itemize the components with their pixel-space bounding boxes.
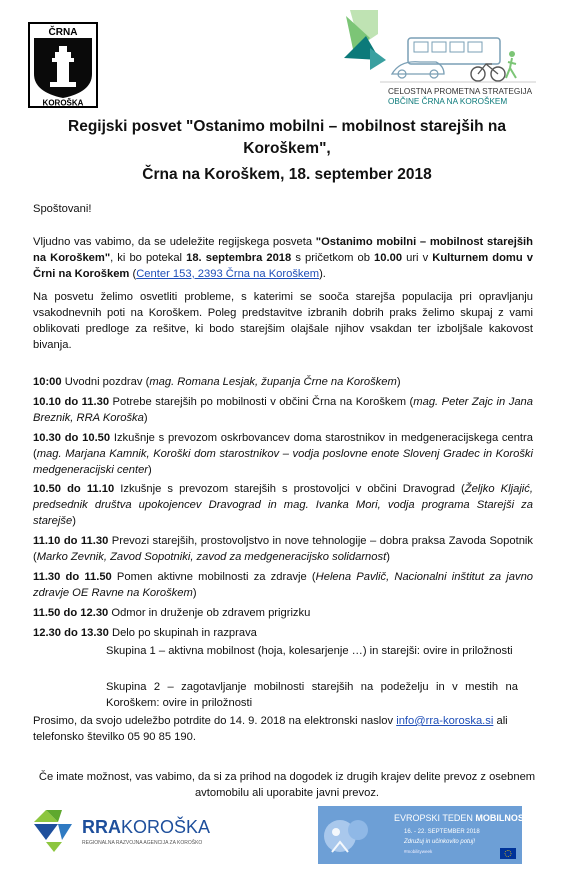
program-topic: Izkušnje s prevozom starejših s prostovoljci v občini Dravograd ( xyxy=(114,483,465,496)
mobility-week-logo xyxy=(318,806,532,864)
closing-note: Če imate možnost, vas vabimo, da si za prihod na dogodek iz drugih krajev delite prevoz z osebnem avtomobilu ali uporabite javni prevoz. xyxy=(38,771,536,799)
program-speaker: mag. Romana Lesjak, županja Črne na Koroškem xyxy=(149,376,397,388)
program-topic: Odmor in druženje ob zdravem prigrizku xyxy=(108,606,311,619)
title-line-2: Koroškem", xyxy=(243,140,331,158)
program-speaker: Marko Zevnik, Zavod Sopotniki, zavod za medgeneracijsko solidarnost xyxy=(36,551,387,564)
program-time: 11.30 do 11.50 xyxy=(33,570,112,583)
workgroup-1: Skupina 1 – aktivna mobilnost (hoja, kolesarjenje …) in starejši: ovire in priložnosti xyxy=(106,645,513,657)
program-topic: Uvodni pozdrav ( xyxy=(61,376,150,388)
rra-koroska-logo xyxy=(32,806,232,856)
program-speaker: Željko Kljajić, predsednik društva upokojencev Dravograd in mag. Ivanka Mori, vodja programa Starejši za starejše xyxy=(33,483,533,528)
traffic-strategy-logo xyxy=(340,8,540,108)
program-item: 11.30 do 11.50 Pomen aktivne mobilnosti za zdravje (Helena Pavlič, Nacionalni inštitut za javno zdravje OE Ravne na Koroškem) xyxy=(33,570,534,599)
program-topic: Potrebe starejših po mobilnosti v občini Črna na Koroškem ( xyxy=(109,395,414,408)
program-topic: Prevozi starejših, prostovoljstvo in nove tehnologije – dobra praksa Zavoda Sopotnik ( xyxy=(33,535,533,564)
etm-title-1: EVROPSKI TEDEN xyxy=(394,813,476,823)
etm-slogan: Združuj in učinkovito potuj! xyxy=(404,839,476,845)
title-line-1: Regijski posvet "Ostanimo mobilni – mobilnost starejših na xyxy=(68,118,506,135)
program-item xyxy=(33,626,533,642)
crna-na-koroskem-logo xyxy=(28,22,98,108)
program-list xyxy=(33,375,533,646)
program-time: 10.30 do 10.50 xyxy=(33,431,111,444)
document-title xyxy=(40,116,534,161)
crna-logo-bottom-text: KOROŠKA xyxy=(42,98,84,108)
program-speaker: mag. Peter Zajc in Jana Breznik, RRA Koroška xyxy=(33,395,533,424)
intro-paragraph: Na posvetu želimo osvetliti probleme, s katerimi se sooča starejša populacija pri opravljanju vsakodnevnih poti na Koroškem. Poleg predstavitve izbranih dobrih praks želimo skupaj z vami oblikovati predloge za rešitve, ki bodo starejšim olajšale njihov vsakdan ter izboljšale kakovost bivanja. xyxy=(33,291,533,351)
program-item: 10.10 do 11.30 Potrebe starejših po mobilnosti v občini Črna na Koroškem (mag. Peter Zajc in Jana Breznik, RRA Koroška) xyxy=(33,395,533,424)
program-topic: Izkušnje s prevozom oskrbovancev doma starostnikov in medgeneracijskega centra ( xyxy=(33,431,533,460)
rra-name-bold: RRA xyxy=(82,817,121,837)
program-item: 10.50 do 11.10 Izkušnje s prevozom starejših s prostovoljci v občini Dravograd (Željko Kljajić, predsednik društva upokojencev Dravograd in mag. Ivanka Mori, vodja programa Starejši za starejše) xyxy=(33,483,533,528)
svg-text:EVROPSKI TEDEN MOBILNOSTI xyxy=(394,813,532,823)
program-speaker: Helena Pavlič, Nacionalni inštitut za javno zdravje OE Ravne na Koroškem xyxy=(33,570,534,599)
etm-title-2: MOBILNOSTI xyxy=(475,813,532,823)
etm-dates: 16. - 22. SEPTEMBER 2018 xyxy=(404,829,480,835)
greeting: Spoštovani! xyxy=(33,203,92,215)
program-time: 11.10 do 11.30 xyxy=(33,535,109,548)
program-topic: Pomen aktivne mobilnosti za zdravje ( xyxy=(111,570,316,583)
crna-logo-top-text: ČRNA xyxy=(48,27,78,38)
program-time: 10.10 do 11.30 xyxy=(33,395,110,408)
etm-hashtag: #mobilityweek xyxy=(404,849,433,854)
program-speaker: mag. Marjana Kamnik, Koroški dom starostnikov – vodja poslovne enote Slovenj Gradec in Koroški medgeneracijski center xyxy=(33,447,533,476)
rsvp-paragraph: Prosimo, da svojo udeležbo potrdite do 14. 9. 2018 na elektronski naslov info@rra-koroska.si ali telefonsko številko 05 90 85 190. xyxy=(33,715,508,743)
invitation-paragraph: Vljudno vas vabimo, da se udeležite regijskega posveta "Ostanimo mobilni – mobilnost starejših na Koroškem", ki bo potekal 18. septembra 2018 s pričetkom ob 10.00 uri v Kulturnem domu v Črni na Koroškem (Center 153, 2393 Črna na Koroškem). xyxy=(33,236,533,280)
program-time: 10.50 do 11.10 xyxy=(33,483,115,496)
rra-subtitle: REGIONALNA RAZVOJNA AGENCIJA ZA KOROŠKO xyxy=(82,840,203,846)
program-time: 11.50 do 12.30 xyxy=(33,606,109,619)
event-date-title: Črna na Koroškem, 18. september 2018 xyxy=(142,166,432,183)
strategy-logo-line1: CELOSTNA PROMETNA STRATEGIJA xyxy=(388,87,533,96)
program-item: 11.10 do 11.30 Prevozi starejših, prostovoljstvo in nove tehnologije – dobra praksa Zavoda Sopotnik (Marko Zevnik, Zavod Sopotniki, zavod za medgeneracijsko solidarnost) xyxy=(33,535,533,564)
program-topic: Delo po skupinah in razprava xyxy=(108,626,257,639)
venue-address-link[interactable]: Center 153, 2393 Črna na Koroškem xyxy=(136,267,320,280)
program-time: 10:00 xyxy=(33,376,62,388)
workgroup-2: Skupina 2 – zagotavljanje mobilnosti starejših na podeželju in v mestih na Koroškem: ovire in priložnosti xyxy=(106,681,518,709)
program-item xyxy=(33,606,533,622)
svg-text:RRAKOROŠKA xyxy=(82,816,210,837)
program-item: 10.30 do 10.50 Izkušnje s prevozom oskrbovancev doma starostnikov in medgeneracijskega centra (mag. Marjana Kamnik, Koroški dom starostnikov – vodja poslovne enote Slovenj Gradec in Koroški medgeneracijski center) xyxy=(33,431,533,476)
strategy-logo-line2: OBČINE ČRNA NA KOROŠKEM xyxy=(388,97,508,106)
email-link[interactable]: info@rra-koroska.si xyxy=(396,715,494,727)
program-item: 10:00 Uvodni pozdrav (mag. Romana Lesjak, županja Črne na Koroškem) xyxy=(33,376,401,388)
rra-name-rest: KOROŠKA xyxy=(121,817,211,837)
program-time: 12.30 do 13.30 xyxy=(33,626,109,639)
